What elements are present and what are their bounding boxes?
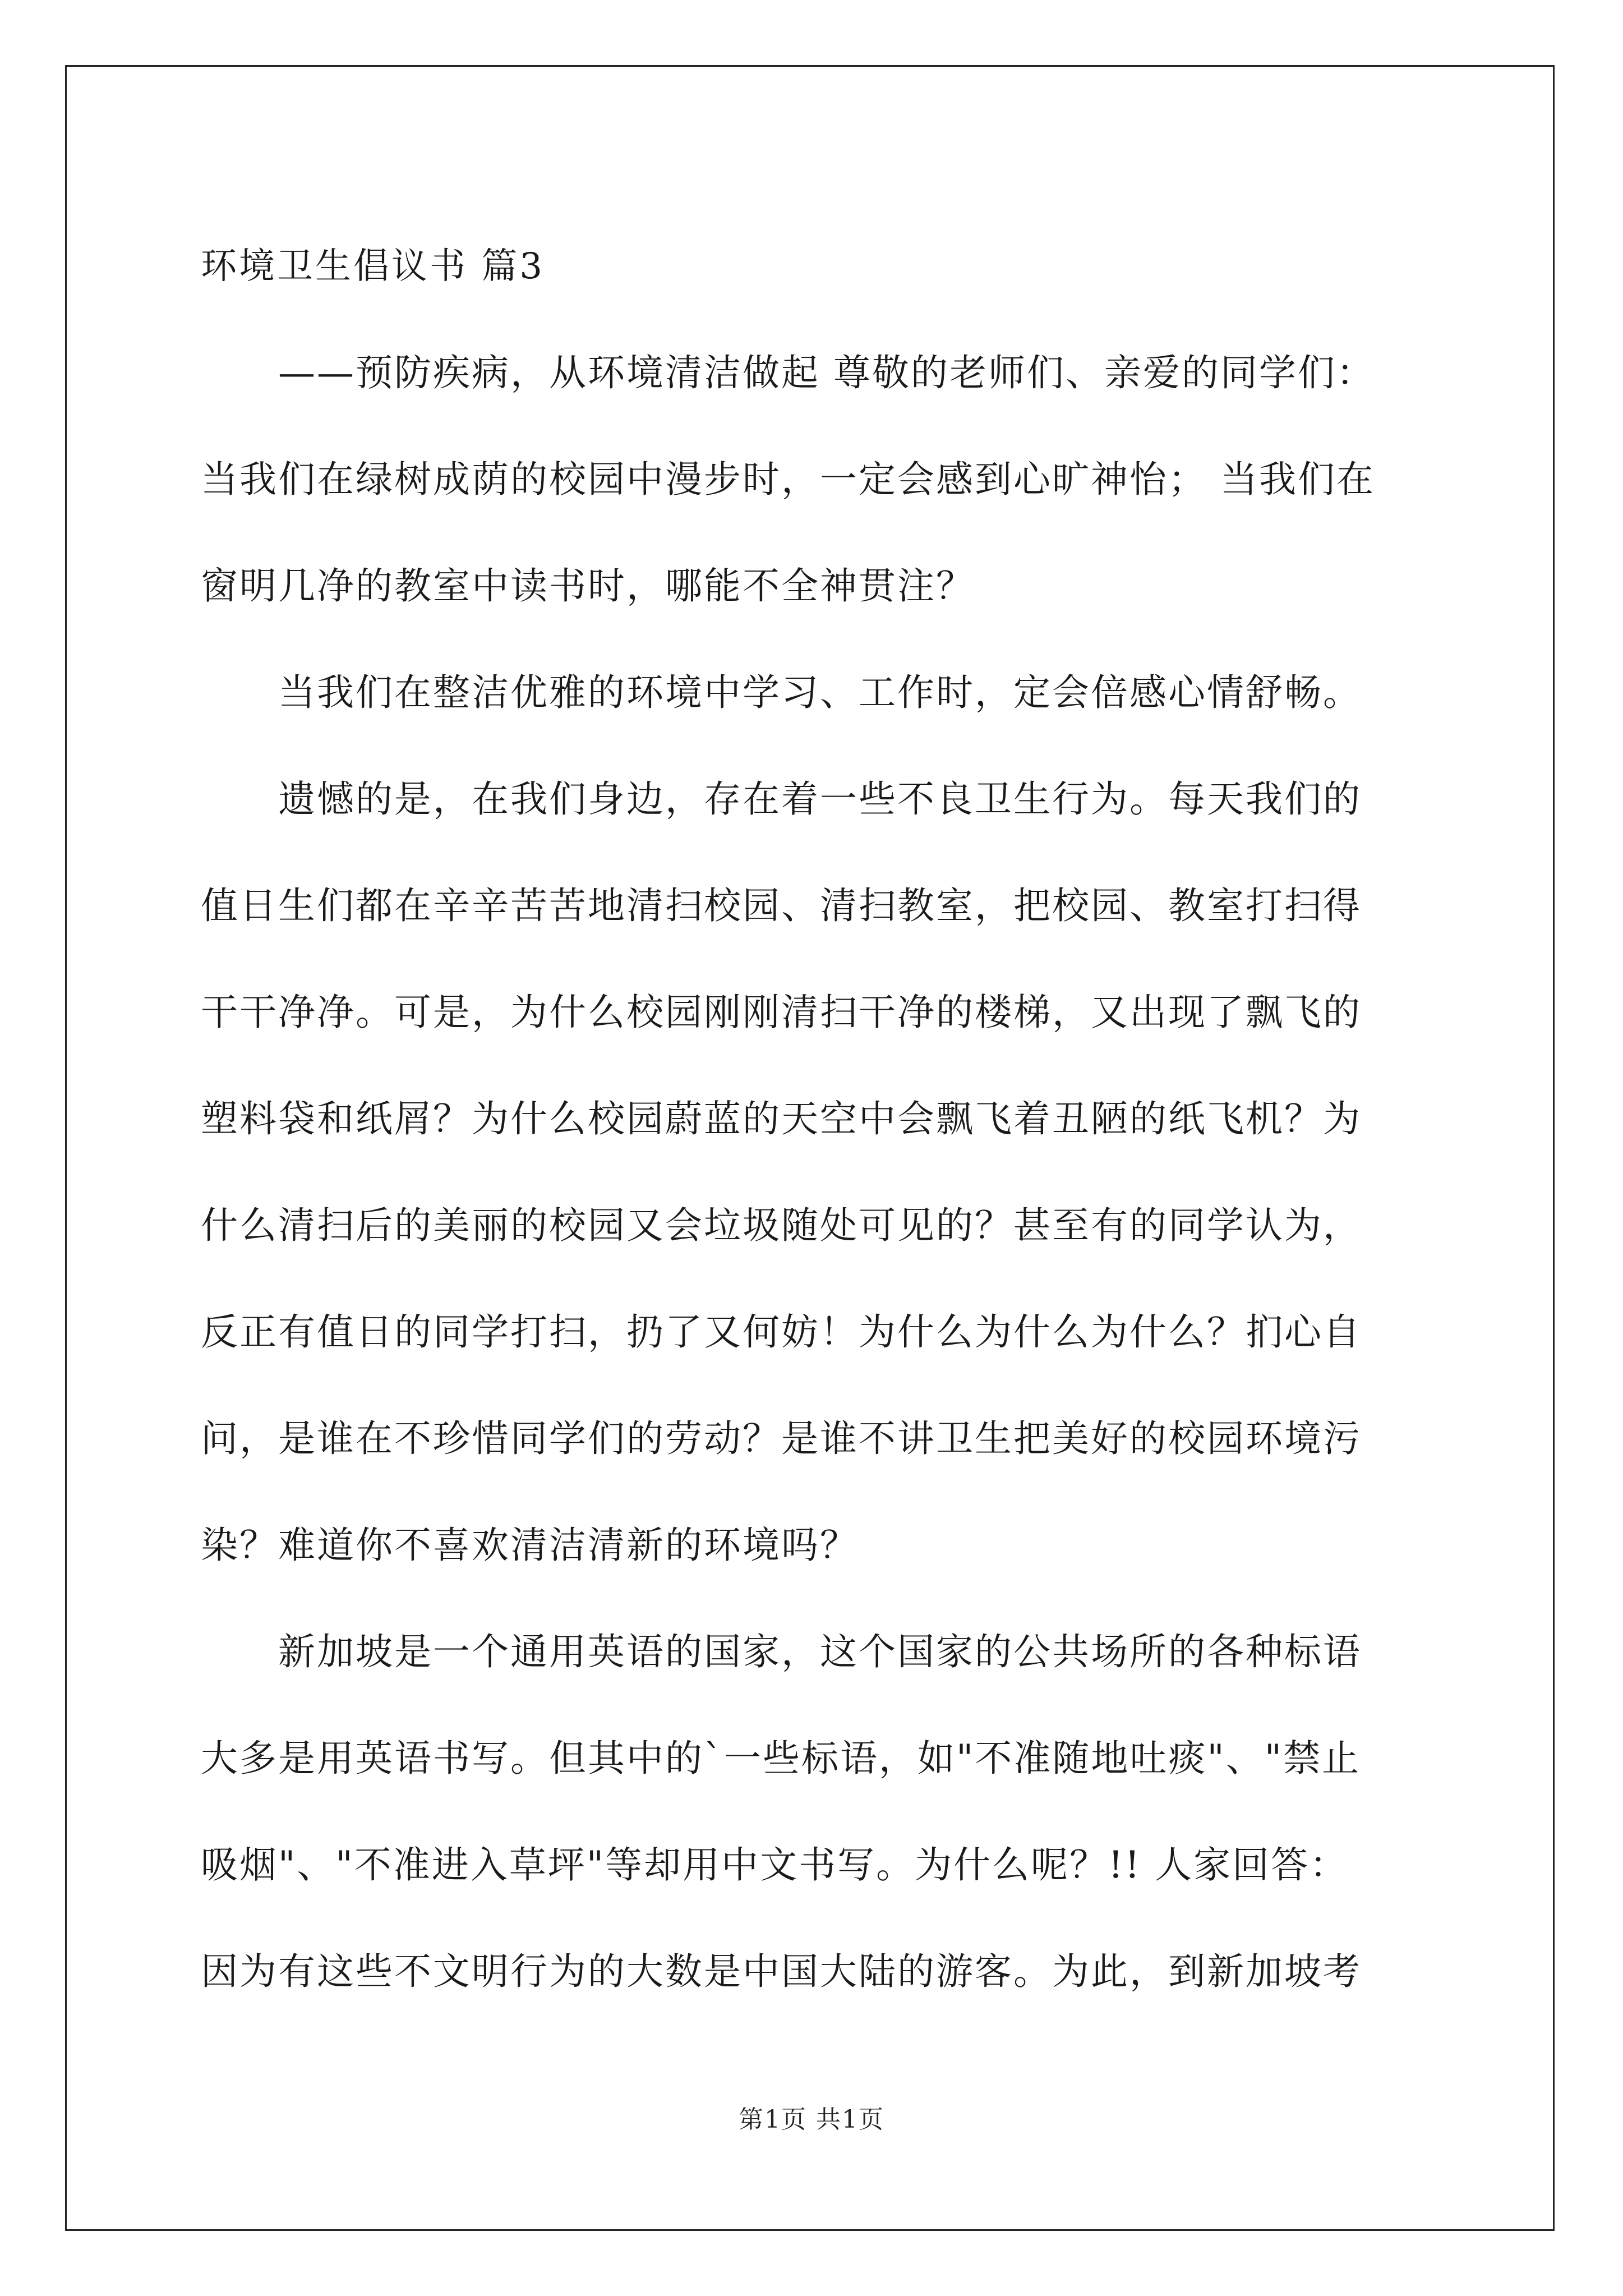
paragraph-line: 反正有值日的同学打扫，扔了又何妨！为什么为什么为什么？扪心自 [201, 1310, 1362, 1354]
paragraph-line: 当我们在整洁优雅的环境中学习、工作时，定会倍感心情舒畅。 [278, 671, 1362, 714]
paragraph-line: 遗憾的是，在我们身边，存在着一些不良卫生行为。每天我们的 [278, 777, 1362, 821]
paragraph-line: ——预防疾病，从环境清洁做起 尊敬的老师们、亲爱的同学们： [278, 351, 1375, 394]
paragraph-line: 什么清扫后的美丽的校园又会垃圾随处可见的？甚至有的同学认为， [201, 1204, 1362, 1247]
paragraph-2 [201, 639, 1435, 746]
paragraph-line: 新加坡是一个通用英语的国家，这个国家的公共场所的各种标语 [278, 1630, 1362, 1673]
paragraph-line: 吸烟"、"不准进入草坪"等却用中文书写。为什么呢？!! 人家回答： [201, 1843, 1349, 1887]
paragraph-line: 问，是谁在不珍惜同学们的劳动？是谁不讲卫生把美好的校园环境污 [201, 1417, 1362, 1460]
paragraph-line: 塑料袋和纸屑？为什么校园蔚蓝的天空中会飘飞着丑陋的纸飞机？为 [201, 1097, 1362, 1140]
paragraph-line: 因为有这些不文明行为的大数是中国大陆的游客。为此，到新加坡考 [201, 1950, 1362, 1993]
page-footer: 第1页 共1页 [739, 2105, 884, 2134]
paragraph-line: 大多是用英语书写。但其中的`一些标语，如"不准随地吐痰"、"禁止 [201, 1737, 1361, 1780]
paragraph-line: 干干净净。可是，为什么校园刚刚清扫干净的楼梯，又出现了飘飞的 [201, 991, 1362, 1034]
document-title: 环境卫生倡议书 篇3 [201, 246, 545, 287]
paragraph-line: 窗明几净的教室中读书时，哪能不全神贯注？ [201, 564, 975, 608]
paragraph-4 [201, 1599, 1435, 2025]
paragraph-1 [201, 320, 1435, 639]
paragraph-line: 染？难道你不喜欢清洁清新的环境吗？ [201, 1524, 859, 1567]
paragraph-3 [201, 746, 1435, 1599]
paragraph-line: 当我们在绿树成荫的校园中漫步时，一定会感到心旷神怡； 当我们在 [201, 458, 1375, 501]
paragraph-line: 值日生们都在辛辛苦苦地清扫校园、清扫教室，把校园、教室打扫得 [201, 884, 1362, 927]
document-body [201, 213, 1435, 2025]
